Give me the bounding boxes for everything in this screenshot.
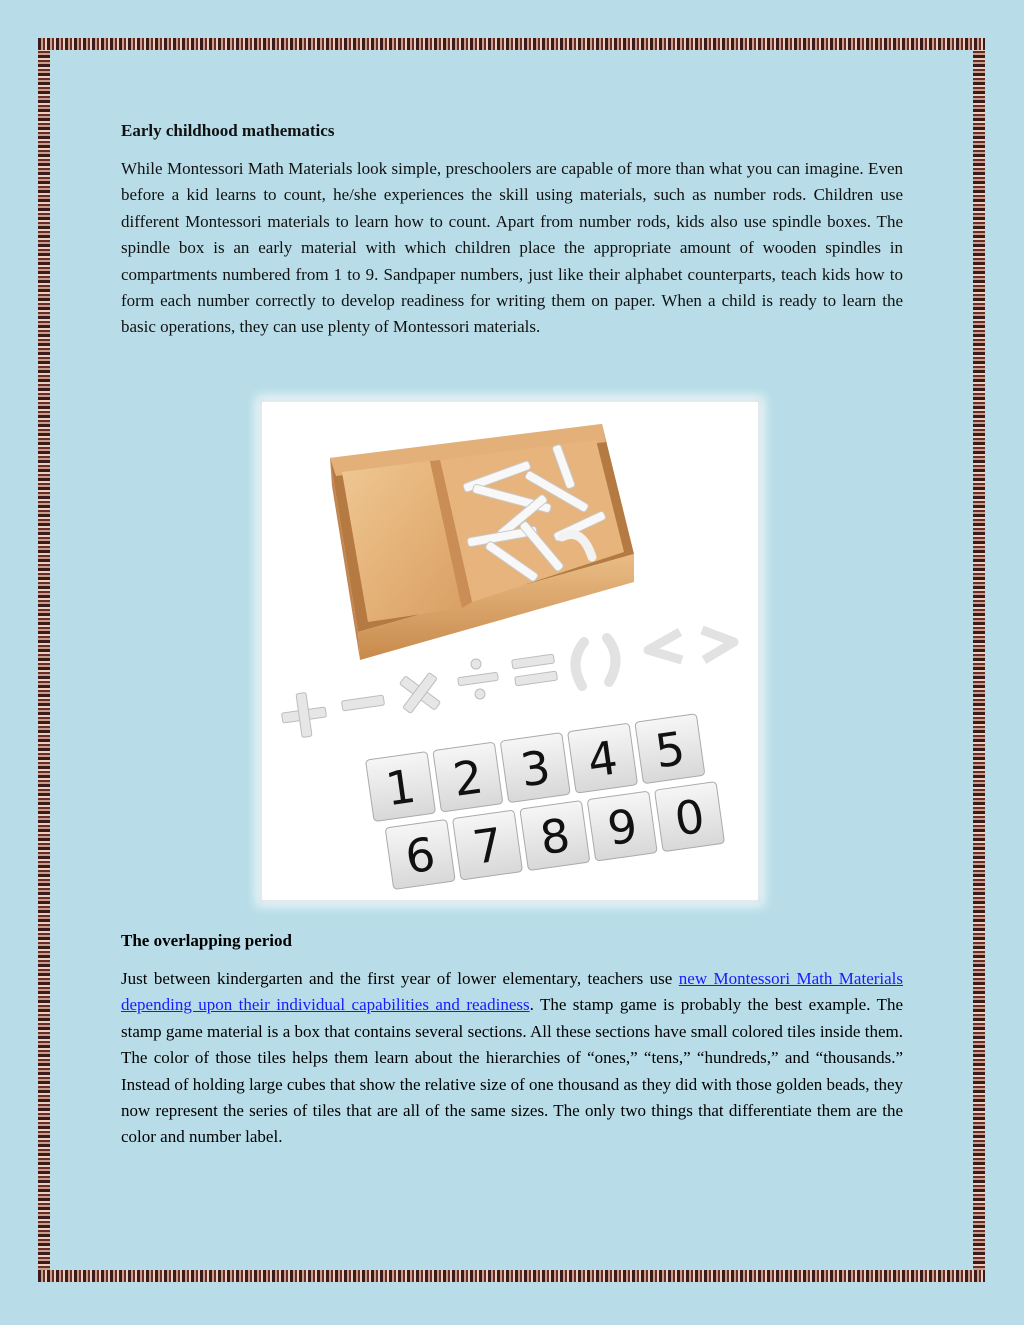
math-materials-image bbox=[262, 402, 758, 900]
digit-label: 7 bbox=[469, 817, 506, 875]
section-heading: The overlapping period bbox=[121, 931, 292, 950]
wooden-box bbox=[330, 424, 634, 660]
math-materials-illustration bbox=[262, 402, 758, 900]
digit-tile bbox=[366, 752, 436, 822]
section-early-childhood bbox=[121, 118, 903, 341]
digit-label: 1 bbox=[382, 758, 419, 817]
paragraph-text: . The stamp game is probably the best example. The stamp game material is a box that contains several sections. All these sections have small colored tiles inside them. The color of those tiles helps them learn about the hierarchies of “ones,” “tens,” “hundreds,” and “thousands.” Instead of holding large cubes that show the relative size of one thousand as they did with those golden beads, they now represent the series of tiles that are all of the same sizes. The only two things that differentiate them are the color and number label. bbox=[121, 995, 904, 1147]
digit-tile bbox=[433, 742, 503, 812]
digit-tiles bbox=[366, 712, 725, 891]
digit-tile bbox=[568, 723, 638, 793]
section-overlapping-period bbox=[121, 928, 903, 1151]
digit-label: 2 bbox=[449, 749, 487, 807]
section-heading: Early childhood mathematics bbox=[121, 121, 335, 140]
digit-label: 4 bbox=[584, 730, 621, 788]
digit-label: 8 bbox=[536, 807, 574, 866]
section-paragraph bbox=[121, 966, 903, 1151]
digit-label: 6 bbox=[402, 826, 439, 885]
digit-label: 5 bbox=[651, 720, 689, 779]
montessori-materials-link[interactable]: new Montessori Math Materials depending upon their individual capabilities and readiness bbox=[121, 969, 904, 1015]
digit-tile bbox=[635, 714, 705, 784]
digit-label: 0 bbox=[671, 788, 708, 847]
digit-tile bbox=[520, 801, 590, 871]
digit-tile bbox=[385, 819, 455, 889]
digit-tile bbox=[500, 733, 570, 803]
paragraph-text: Just between kindergarten and the first year of lower elementary, teachers use bbox=[121, 969, 679, 988]
digit-label: 3 bbox=[517, 739, 554, 798]
section-paragraph: While Montessori Math Materials look simple, preschoolers are capable of more than what you can imagine. Even before a kid learns to count, he/she experiences the skill using materials, such as number rods. Children use different Montessori materials to learn how to count. Apart from number rods, kids also use spindle boxes. The spindle box is an early material with which children place the appropriate amount of wooden spindles in compartments numbered from 1 to 9. Sandpaper numbers, just like their alphabet counterparts, teach kids how to form each number correctly to develop readiness for writing them on paper. When a child is ready to learn the basic operations, they can use plenty of Montessori materials. bbox=[121, 159, 903, 337]
digit-tile bbox=[587, 791, 657, 861]
digit-tile bbox=[655, 782, 725, 852]
digit-tile bbox=[453, 810, 523, 880]
digit-label: 9 bbox=[604, 798, 641, 856]
